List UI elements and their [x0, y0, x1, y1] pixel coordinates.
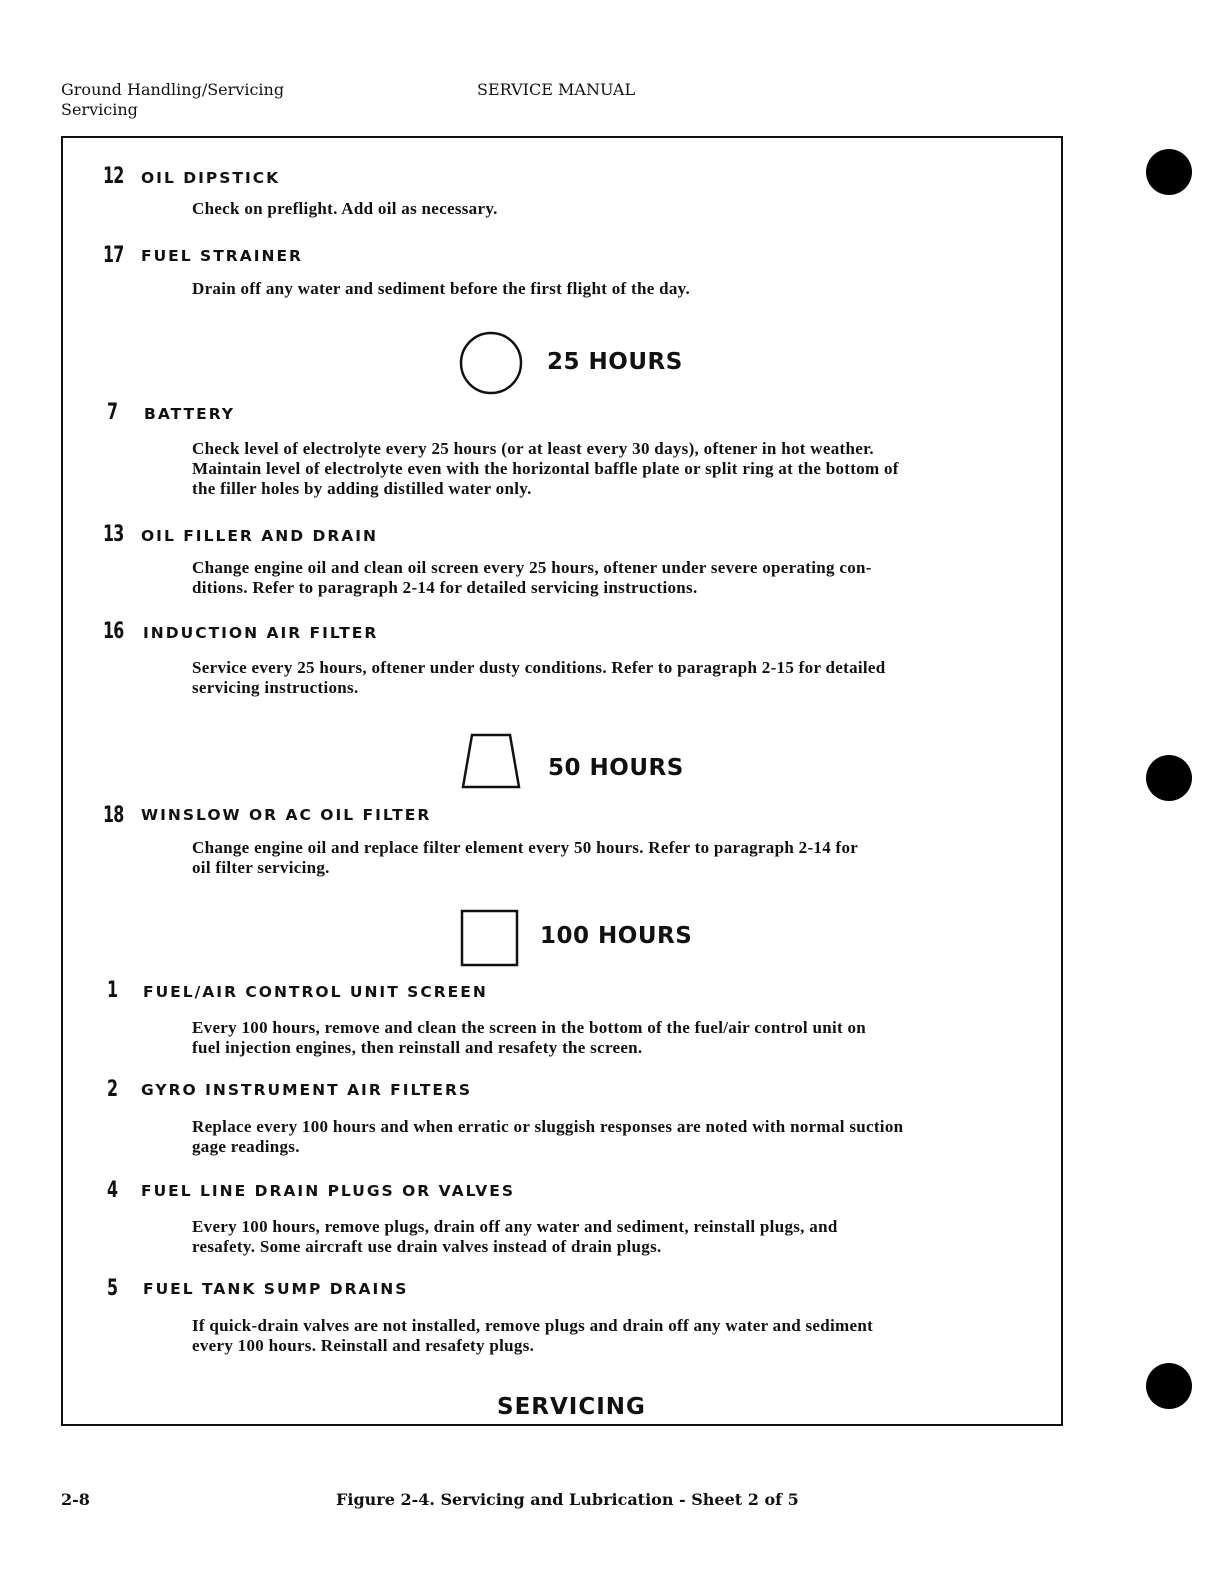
item-title: INDUCTION AIR FILTER — [143, 624, 379, 642]
description-line: the filler holes by adding distilled water only. — [192, 479, 532, 498]
item-description — [192, 439, 1042, 499]
description-line: Check level of electrolyte every 25 hours (or at least every 30 days), oftener in hot weather. — [192, 439, 874, 458]
item-title: FUEL LINE DRAIN PLUGS OR VALVES — [141, 1182, 516, 1200]
section-label: SERVICING — [497, 1394, 646, 1420]
item-title: FUEL TANK SUMP DRAINS — [143, 1280, 409, 1298]
interval-25-hours-label: 25 HOURS — [547, 349, 683, 375]
description-line: Service every 25 hours, oftener under dusty conditions. Refer to paragraph 2-15 for detailed — [192, 658, 886, 677]
item-title: OIL FILLER AND DRAIN — [141, 527, 379, 545]
binder-hole-icon — [1146, 755, 1192, 801]
description-line: Replace every 100 hours and when erratic or sluggish responses are noted with normal suction — [192, 1117, 904, 1136]
description-line: fuel injection engines, then reinstall and resafety the screen. — [192, 1038, 643, 1057]
item-title: BATTERY — [144, 405, 236, 423]
item-number: 18 — [103, 803, 124, 828]
interval-100-hours-label: 100 HOURS — [540, 923, 693, 949]
item-title: WINSLOW OR AC OIL FILTER — [141, 806, 432, 824]
item-description — [192, 1018, 1042, 1058]
binder-hole-icon — [1146, 1363, 1192, 1409]
description-line: Change engine oil and replace filter element every 50 hours. Refer to paragraph 2-14 for — [192, 838, 859, 857]
trapezoid-symbol-icon — [460, 732, 522, 790]
description-line: Change engine oil and clean oil screen every 25 hours, oftener under severe operating con- — [192, 558, 872, 577]
item-description — [192, 199, 1042, 219]
header-section-title: Ground Handling/Servicing — [61, 80, 285, 99]
header-manual-title: SERVICE MANUAL — [477, 80, 636, 99]
item-number: 17 — [103, 243, 124, 268]
item-number: 4 — [107, 1178, 118, 1203]
item-number: 13 — [103, 522, 124, 547]
item-description — [192, 838, 1042, 878]
item-number: 2 — [107, 1077, 118, 1102]
item-title: OIL DIPSTICK — [141, 169, 281, 187]
description-line: Drain off any water and sediment before the first flight of the day. — [192, 279, 691, 298]
figure-caption: Figure 2-4. Servicing and Lubrication - Sheet 2 of 5 — [336, 1490, 799, 1509]
description-line: every 100 hours. Reinstall and resafety plugs. — [192, 1336, 535, 1355]
description-line: oil filter servicing. — [192, 858, 330, 877]
description-line: Check on preflight. Add oil as necessary. — [192, 199, 498, 218]
description-line: gage readings. — [192, 1137, 300, 1156]
item-description — [192, 658, 1042, 698]
item-number: 1 — [107, 978, 118, 1003]
item-title: FUEL STRAINER — [141, 247, 303, 265]
description-line: ditions. Refer to paragraph 2-14 for detailed servicing instructions. — [192, 578, 698, 597]
item-number: 16 — [103, 619, 124, 644]
description-line: If quick-drain valves are not installed, remove plugs and drain off any water and sediment — [192, 1316, 874, 1335]
page-number: 2-8 — [61, 1490, 90, 1509]
item-number: 5 — [107, 1276, 118, 1301]
circle-symbol-icon — [458, 330, 524, 396]
item-description — [192, 1316, 1042, 1356]
interval-50-hours-label: 50 HOURS — [548, 755, 684, 781]
description-line: resafety. Some aircraft use drain valves instead of drain plugs. — [192, 1237, 662, 1256]
description-line: servicing instructions. — [192, 678, 359, 697]
item-number: 12 — [103, 164, 124, 189]
binder-hole-icon — [1146, 149, 1192, 195]
header-subsection-title: Servicing — [61, 100, 138, 119]
item-description — [192, 1217, 1042, 1257]
description-line: Every 100 hours, remove and clean the screen in the bottom of the fuel/air control unit on — [192, 1018, 867, 1037]
item-description — [192, 1117, 1042, 1157]
square-symbol-icon — [459, 908, 521, 968]
item-title: FUEL/AIR CONTROL UNIT SCREEN — [143, 983, 488, 1001]
running-header-left — [61, 80, 284, 120]
item-description — [192, 279, 1042, 299]
description-line: Maintain level of electrolyte even with the horizontal baffle plate or split ring at the bottom of — [192, 459, 899, 478]
item-description — [192, 558, 1042, 598]
item-number: 7 — [107, 400, 118, 425]
item-title: GYRO INSTRUMENT AIR FILTERS — [141, 1081, 473, 1099]
description-line: Every 100 hours, remove plugs, drain off any water and sediment, reinstall plugs, and — [192, 1217, 838, 1236]
